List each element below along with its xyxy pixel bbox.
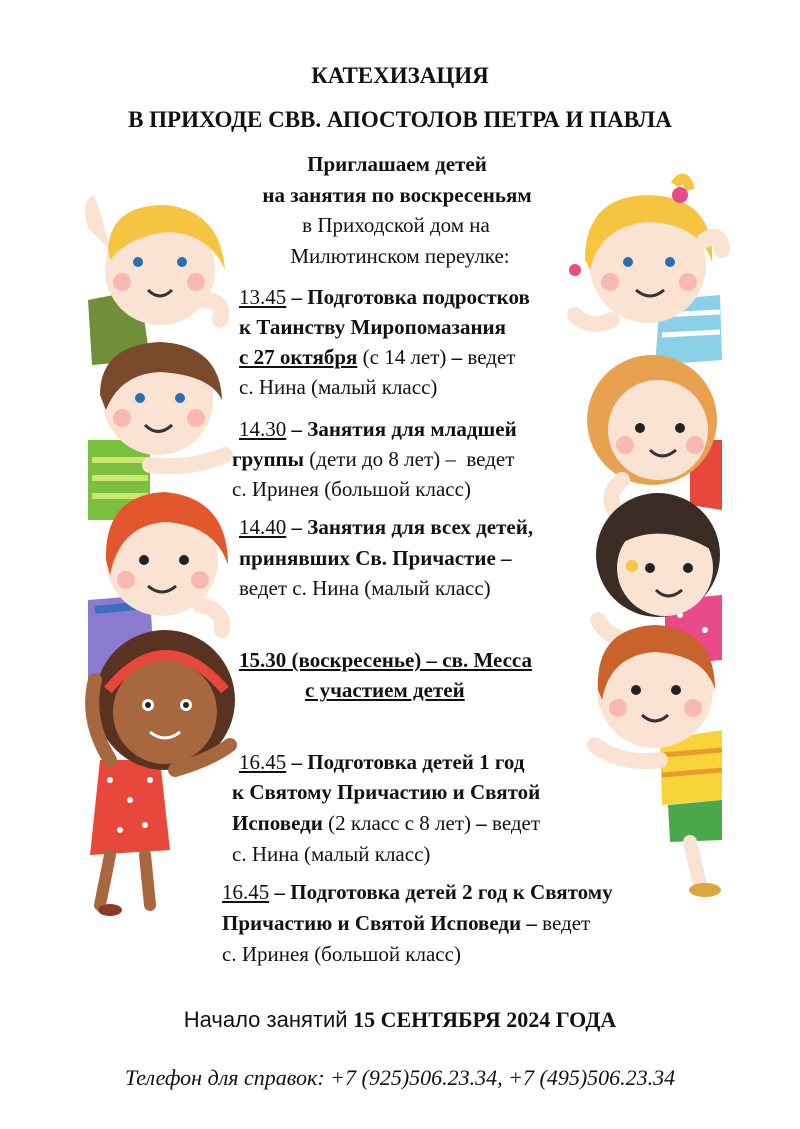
schedule-item-6-line-1: 16.45 – Подготовка детей 2 год к Святому <box>222 880 613 904</box>
schedule-time: 14.30 <box>239 417 287 441</box>
intro-line-2: на занятия по воскресеньям <box>262 183 532 207</box>
schedule-time: 16.45 <box>239 750 287 774</box>
phone-label: Телефон для справок: <box>124 1065 325 1090</box>
schedule-item-5-line-2: к Святому Причастию и Святой <box>232 780 541 804</box>
schedule-item-3-line-3: ведет с. Нина (малый класс) <box>239 576 491 600</box>
schedule-item-2-line-2: группы (дети до 8 лет) – ведет <box>232 447 515 471</box>
page-title: КАТЕХИЗАЦИЯ <box>311 63 489 88</box>
schedule-item-5-teacher: с. Нина (малый класс) <box>232 842 431 866</box>
schedule-time: 16.45 <box>222 880 270 904</box>
mass-line-2: с участием детей <box>305 678 465 702</box>
schedule-item-2-teacher: с. Иринея (большой класс) <box>232 477 471 501</box>
start-notice: Начало занятий 15 СЕНТЯБРЯ 2024 ГОДА <box>183 1007 617 1032</box>
schedule-item-6-line-2: Причастию и Святой Исповеди – ведет <box>222 911 591 935</box>
right-boy-yellow-shirt <box>595 625 722 897</box>
schedule-item-5-line-1: 16.45 – Подготовка детей 1 год <box>239 750 525 774</box>
phone-line <box>0 1066 800 1090</box>
schedule-item-1-line-3: с 27 октября (с 14 лет) – ведет <box>239 345 516 369</box>
schedule-time: 14.40 <box>239 515 287 539</box>
schedule-item-5-line-3: Исповеди (2 класс с 8 лет) – ведет <box>232 811 541 835</box>
intro-line-3: в Приходской дом на <box>302 213 490 237</box>
right-curly-hair-kid <box>587 355 722 510</box>
schedule-time: 13.45 <box>239 285 287 309</box>
schedule-title: Подготовка подростков <box>307 285 530 309</box>
start-date: 15 СЕНТЯБРЯ 2024 ГОДА <box>353 1007 617 1032</box>
schedule-item-1-teacher: с. Нина (малый класс) <box>239 375 438 399</box>
intro-line-1: Приглашаем детей <box>307 152 487 176</box>
parish-subtitle: В ПРИХОДЕ СВВ. АПОСТОЛОВ ПЕТРА И ПАВЛА <box>128 107 672 132</box>
schedule-item-6-teacher: с. Иринея (большой класс) <box>222 942 461 966</box>
mass-line-1: 15.30 (воскресенье) – св. Месса <box>239 648 532 672</box>
schedule-item-1-line-2: к Таинству Миропомазания <box>239 315 507 339</box>
schedule-item-3-line-2: принявших Св. Причастие – <box>239 546 512 570</box>
schedule-item-2-line-1: 14.30 – Занятия для младшей <box>239 417 517 441</box>
left-girl-red-dress <box>90 630 235 916</box>
schedule-start-date: с 27 октября <box>239 345 358 369</box>
schedule-item-1-line-1: 13.45 – Подготовка подростков <box>239 285 530 309</box>
schedule-item-3-line-1: 14.40 – Занятия для всех детей, <box>239 515 534 539</box>
phone-numbers: +7 (925)506.23.34, +7 (495)506.23.34 <box>330 1065 676 1090</box>
intro-line-4: Милютинском переулке: <box>290 244 510 268</box>
